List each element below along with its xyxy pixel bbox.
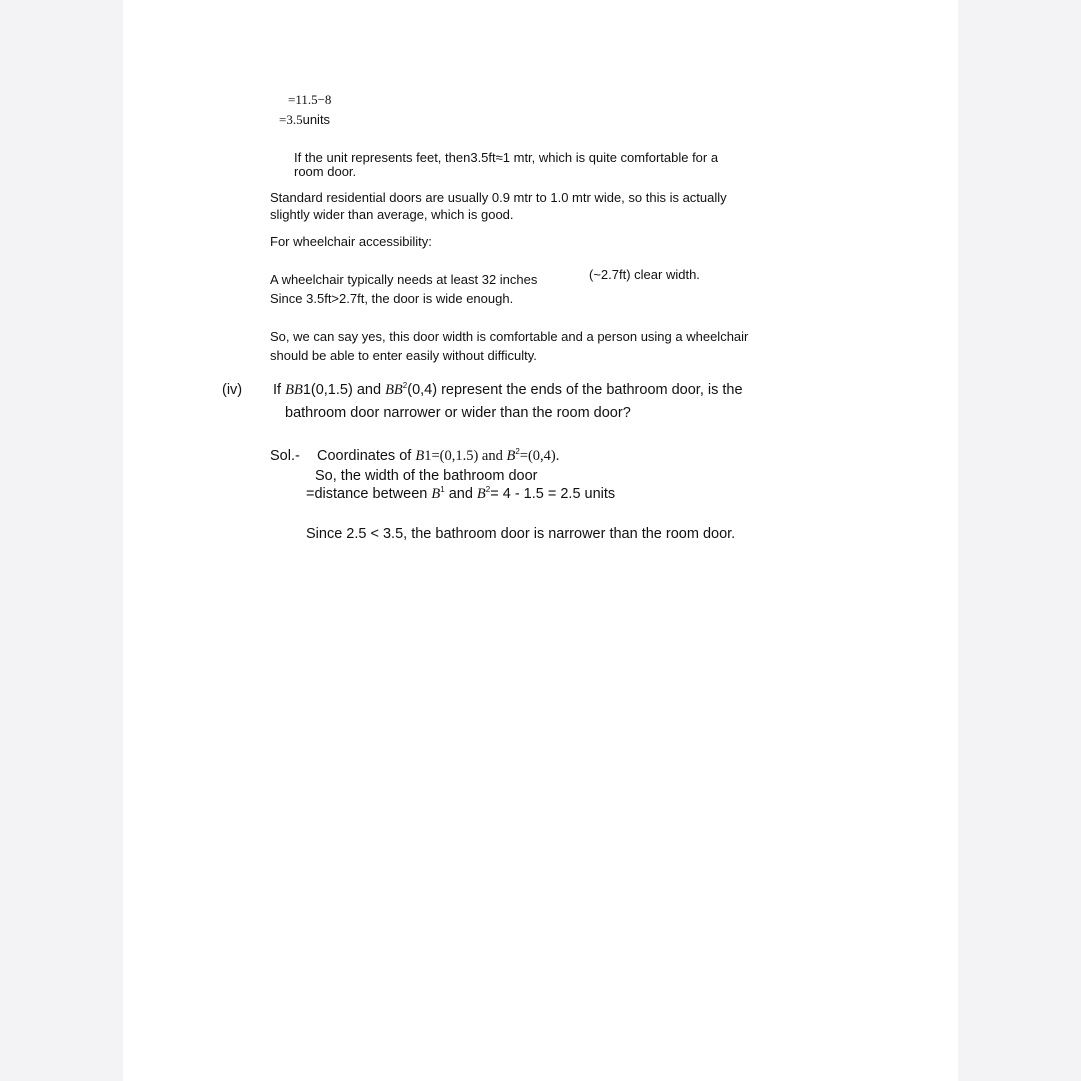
question-number: (iv) [222, 382, 243, 398]
feet-note-line-1 [294, 150, 718, 166]
calc-unit: units [302, 112, 331, 127]
wheelchair-conclusion-2: should be able to enter easily without difficulty. [270, 348, 537, 363]
solution-coordinates [317, 448, 559, 464]
wheelchair-need-a: A wheelchair typically needs at least 32 inches [270, 272, 538, 287]
question-line-1 [273, 382, 743, 398]
feet-note-part-a: If the unit represents feet, then [294, 150, 471, 165]
solution-dist-b1: B [431, 486, 441, 502]
calc-line-1: =11.5−8 [288, 92, 332, 107]
document-page [123, 0, 958, 1081]
question-line-2: bathroom door narrower or wider than the room door? [285, 405, 631, 421]
question-bb1-index: 1 [302, 382, 311, 398]
solution-b2: B [506, 448, 516, 464]
wheelchair-heading: For wheelchair accessibility: [270, 234, 432, 249]
solution-dist-text: =distance between [306, 486, 432, 502]
solution-b2-sup: 2 [515, 447, 520, 456]
solution-b2-rest: =(0,4). [519, 448, 560, 464]
question-if: If [273, 382, 286, 398]
question-bb2-sup: 2 [402, 381, 408, 390]
standard-line-2: slightly wider than average, which is good. [270, 207, 514, 222]
solution-dist-b2-sup: 2 [485, 485, 491, 494]
feet-note-part-b: 3.5ft≈1 mtr, which is quite comfortable for a [470, 150, 719, 165]
solution-dist-b1-sup: 1 [440, 485, 445, 494]
standard-line-1: Standard residential doors are usually 0.9 mtr to 1.0 mtr wide, so this is actually [270, 190, 727, 205]
wheelchair-conclusion-1: So, we can say yes, this door width is comfortable and a person using a wheelchair [270, 329, 749, 344]
solution-dist-b2: B [476, 486, 486, 502]
wheelchair-need-b: (~2.7ft) clear width. [589, 267, 700, 282]
solution-width-line: So, the width of the bathroom door [315, 468, 538, 484]
solution-label: Sol.- [270, 448, 300, 464]
calc-line-2 [279, 112, 330, 128]
question-bb2: BB [385, 382, 403, 398]
solution-dist-and: and [444, 486, 477, 502]
question-bb1: BB [285, 382, 303, 398]
solution-final: Since 2.5 < 3.5, the bathroom door is narrower than the room door. [306, 526, 736, 542]
solution-dist-result: = 4 - 1.5 = 2.5 units [490, 486, 616, 502]
feet-note-line-2: room door. [294, 164, 357, 179]
solution-b1-rest: 1=(0,1.5) and [424, 448, 507, 464]
calc-value: =3.5 [279, 112, 303, 127]
solution-coords-text: Coordinates of [317, 448, 416, 464]
question-coord-1: (0,1.5) and [310, 382, 386, 398]
question-coord-2: (0,4) represent the ends of the bathroom door, is the [407, 382, 743, 398]
wheelchair-since: Since 3.5ft>2.7ft, the door is wide enough. [270, 291, 514, 306]
solution-distance-line [306, 486, 615, 502]
solution-b1: B [415, 448, 425, 464]
